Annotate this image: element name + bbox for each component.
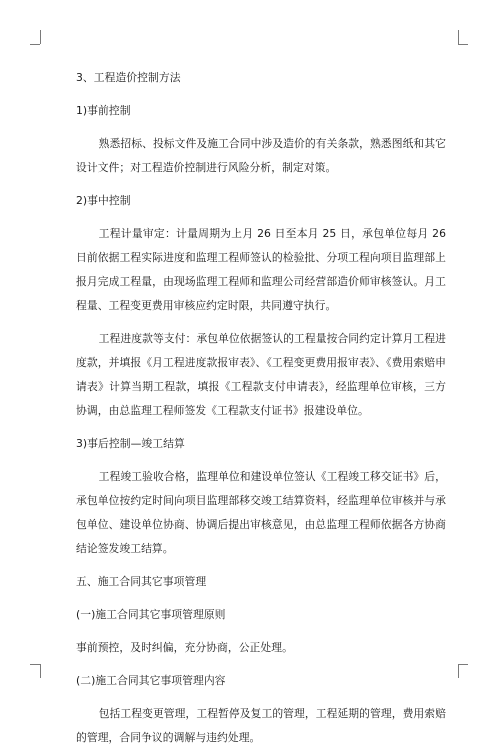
subsection-heading: (二)施工合同其它事项管理内容: [76, 674, 226, 687]
section-heading: 五、施工合同其它事项管理: [76, 575, 207, 588]
body-paragraph: 工程竣工验收合格，监理单位和建设单位签认《工程竣工移交证书》后，承包单位按约定时间向项目监理部移交竣工结算资料，经监理单位审核并与承包单位、建设单位协商、协调后提出审核意见，由总监理工程师依据各方协商结论签发竣工结算。: [76, 470, 446, 555]
principle-line: 事前预控，及时纠偏，充分协商，公正处理。: [76, 641, 293, 654]
subsection-heading: 3)事后控制—竣工结算: [76, 437, 185, 450]
subsection-heading: (一)施工合同其它事项管理原则: [76, 608, 226, 621]
body-paragraph: 工程进度款等支付：承包单位依据签认的工程量按合同约定计算月工程进度款，并填报《月工程进度款报审表》、《工程变更费用报审表》、《费用索赔申请表》计算当期工程款，填报《工程款支付申请表》，经监理单位审核，三方协调，由总监理工程师签发《工程款支付证书》报建设单位。: [76, 332, 446, 417]
subsection-heading: 2)事中控制: [76, 194, 131, 207]
section-heading: 3、工程造价控制方法: [76, 71, 181, 84]
body-paragraph: 包括工程变更管理，工程暂停及复工的管理，工程延期的管理，费用索赔的管理，合同争议的调解与违约处理。: [76, 707, 446, 744]
body-paragraph: 熟悉招标、投标文件及施工合同中涉及造价的有关条款，熟悉图纸和其它设计文件；对工程造价控制进行风险分析，制定对策。: [76, 137, 446, 174]
subsection-heading: 1)事前控制: [76, 104, 131, 117]
document-body: [76, 66, 446, 750]
body-paragraph: 工程计量审定：计量周期为上月 26 日至本月 25 日，承包单位每月 26 日前依据工程实际进度和监理工程师签认的检验批、分项工程向项目监理部上报月完成工程量，由现场监理工程师和监理公司经营部造价师审核签认。月工程量、工程变更费用审核应约定时限，共同遵守执行。: [76, 227, 446, 312]
